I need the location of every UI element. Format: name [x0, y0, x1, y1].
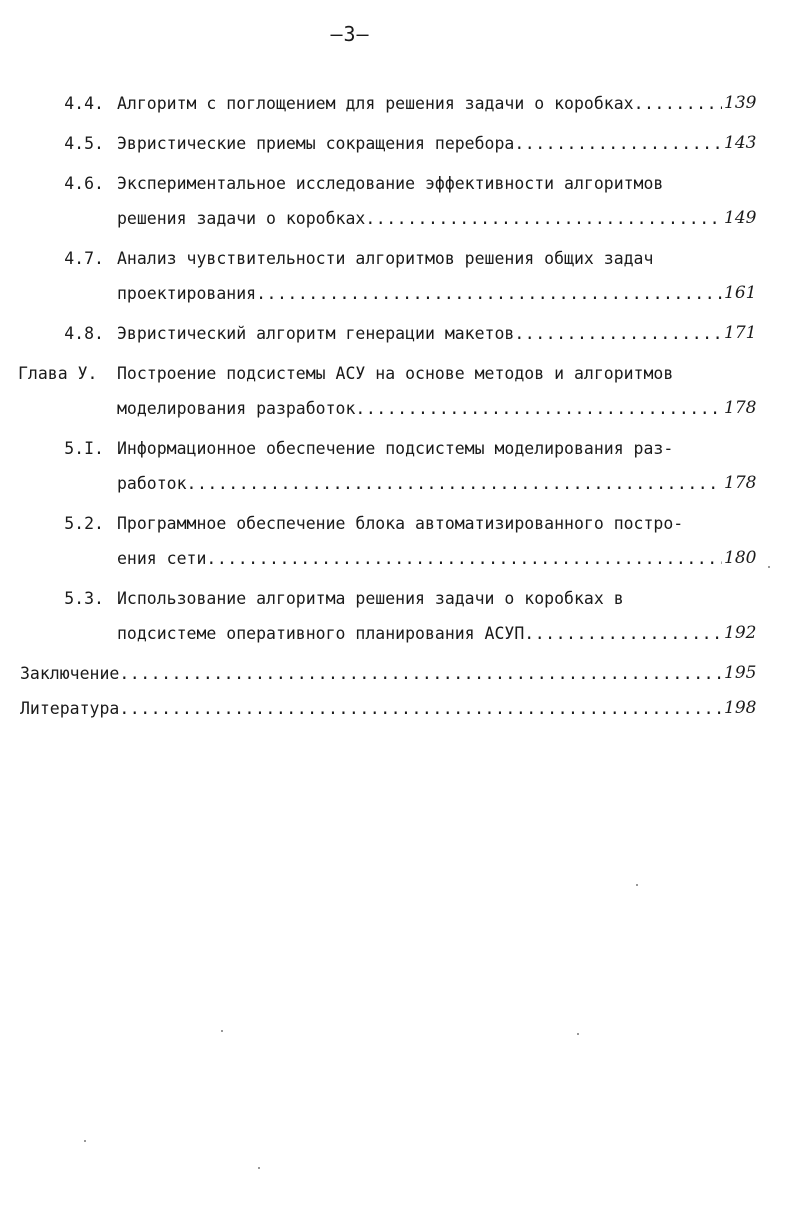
- dot-leader: [634, 86, 722, 121]
- toc-entry-page: 161: [724, 283, 757, 303]
- toc-entry-number: 4.4.: [64, 94, 104, 113]
- toc-entry-title-line2: ения сети: [117, 549, 207, 568]
- toc-entry-number: 4.7.: [64, 249, 104, 268]
- toc-entry-4-7: [0, 241, 793, 311]
- toc-entry-number: 5.3.: [64, 589, 104, 608]
- dot-leader: [206, 541, 722, 576]
- toc-entry-page: 139: [724, 93, 757, 113]
- toc-entry-page: 143: [724, 133, 757, 153]
- toc-entry-page: 198: [724, 698, 757, 718]
- dot-leader: [187, 466, 722, 501]
- toc-entry-page: 178: [724, 398, 757, 418]
- table-of-contents: [0, 86, 793, 731]
- toc-entry-page: 178: [724, 473, 757, 493]
- dot-leader: [119, 691, 722, 726]
- toc-entry-title-line2: подсистеме оперативного планирования АСУП: [117, 624, 525, 643]
- scan-speck: [768, 566, 770, 568]
- toc-entry-title: Заключение: [20, 664, 120, 683]
- dot-leader: [365, 201, 722, 236]
- toc-entry-page: 149: [724, 208, 757, 228]
- toc-entry-number: 4.8.: [64, 324, 104, 343]
- toc-entry-title-line2: работок: [117, 474, 187, 493]
- dot-leader: [514, 316, 722, 351]
- dot-leader: [256, 276, 722, 311]
- dot-leader: [524, 616, 722, 651]
- toc-entry-conclusion: [0, 656, 793, 691]
- toc-entry-page: 195: [724, 663, 757, 683]
- toc-entry-page: 171: [724, 323, 757, 343]
- scan-speck: [221, 1030, 223, 1032]
- toc-entry-4-5: [0, 126, 793, 161]
- toc-entry-title: Эвристический алгоритм генерации макетов: [117, 324, 515, 343]
- toc-entry-title-line1: Программное обеспечение блока автоматизированного постро-: [117, 514, 684, 533]
- toc-entry-number: 5.2.: [64, 514, 104, 533]
- toc-entry-5-1: [0, 431, 793, 501]
- scan-speck: [577, 1033, 579, 1035]
- toc-entry-title-line1: Экспериментальное исследование эффективности алгоритмов: [117, 174, 664, 193]
- dot-leader: [514, 126, 722, 161]
- toc-entry-number: 5.I.: [64, 439, 104, 458]
- scan-speck: [258, 1167, 260, 1169]
- toc-entry-title: Эвристические приемы сокращения перебора: [117, 134, 515, 153]
- toc-entry-title-line2: моделирования разработок: [117, 399, 356, 418]
- toc-entry-literature: [0, 691, 793, 726]
- toc-entry-page: 192: [724, 623, 757, 643]
- scan-speck: [84, 1140, 86, 1142]
- toc-entry-4-4: [0, 86, 793, 121]
- toc-entry-title-line1: Анализ чувствительности алгоритмов решения общих задач: [117, 249, 654, 268]
- toc-entry-title: Алгоритм с поглощением для решения задачи о коробках: [117, 94, 634, 113]
- toc-chapter-number: Глава У.: [18, 364, 98, 383]
- scan-speck: [636, 884, 638, 886]
- toc-entry-5-3: [0, 581, 793, 651]
- toc-entry-4-8: [0, 316, 793, 351]
- toc-entry-title: Литература: [20, 699, 120, 718]
- toc-entry-title-line1: Информационное обеспечение подсистемы моделирования раз-: [117, 439, 674, 458]
- toc-entry-page: 180: [724, 548, 757, 568]
- toc-entry-title-line1: Использование алгоритма решения задачи о коробках в: [117, 589, 624, 608]
- toc-entry-chapter-5: [0, 356, 793, 426]
- toc-entry-number: 4.5.: [64, 134, 104, 153]
- toc-entry-5-2: [0, 506, 793, 576]
- toc-entry-title-line2: решения задачи о коробках: [117, 209, 366, 228]
- toc-entry-4-6: [0, 166, 793, 236]
- toc-entry-number: 4.6.: [64, 174, 104, 193]
- toc-entry-title-line1: Построение подсистемы АСУ на основе методов и алгоритмов: [117, 364, 674, 383]
- page-number: –3–: [330, 22, 370, 46]
- dot-leader: [355, 391, 722, 426]
- dot-leader: [119, 656, 722, 691]
- toc-entry-title-line2: проектирования: [117, 284, 257, 303]
